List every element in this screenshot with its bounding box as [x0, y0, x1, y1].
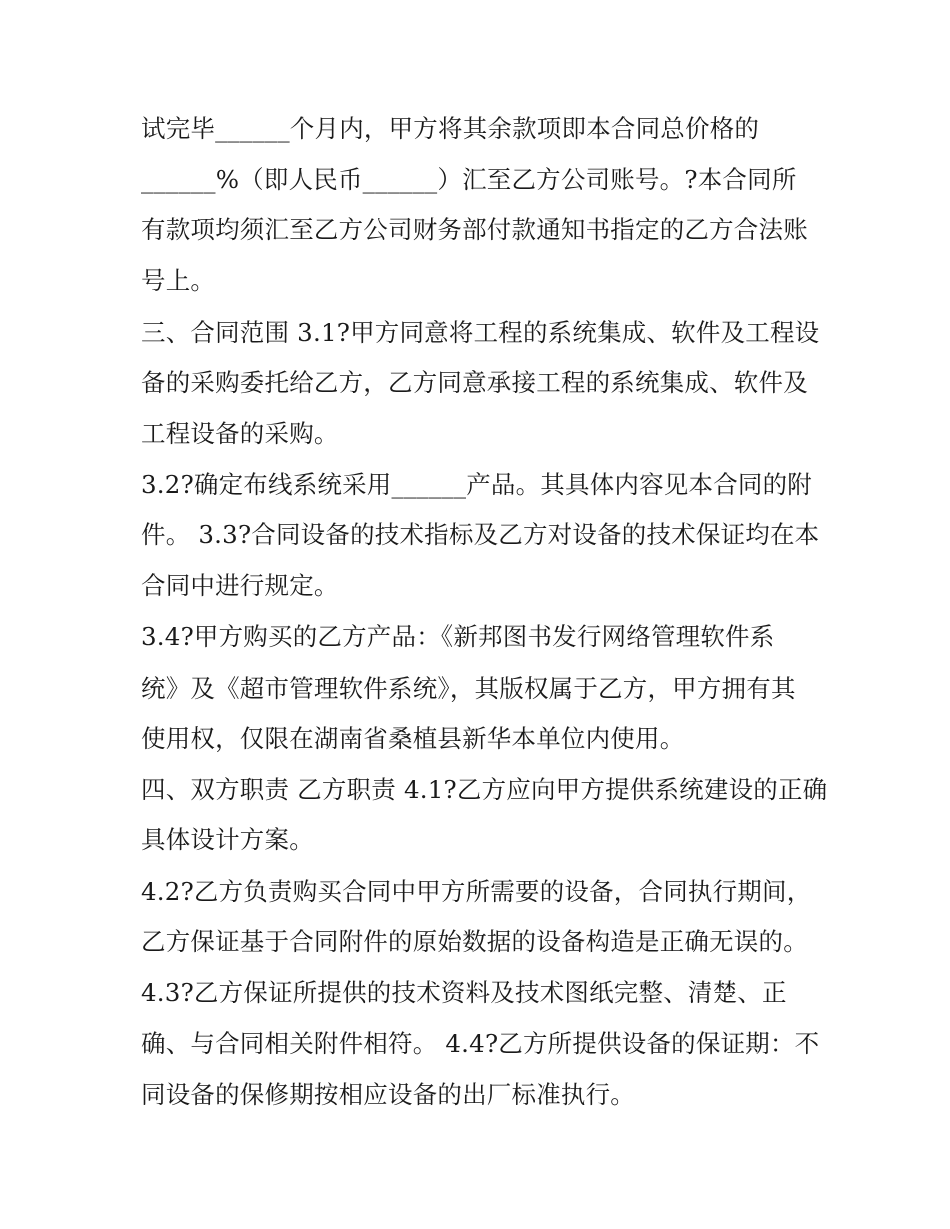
text-line: 3.2?确定布线系统采用______产品。其具体内容见本合同的附 [141, 470, 812, 499]
text-line: 号上。 [141, 266, 216, 295]
text-line: 四、双方职责 乙方职责 4.1?乙方应向甲方提供系统建设的正确 [141, 775, 828, 804]
text-line: 工程设备的采购。 [141, 419, 339, 448]
text-line: 三、合同范围 3.1?甲方同意将工程的系统集成、软件及工程设 [141, 318, 820, 347]
text-line: ______%（即人民币______）汇至乙方公司账号。?本合同所 [141, 165, 797, 194]
text-line: 合同中进行规定。 [141, 571, 339, 600]
text-line: 乙方保证基于合同附件的原始数据的设备构造是正确无误的。 [141, 927, 808, 956]
text-line: 具体设计方案。 [141, 825, 314, 854]
text-line: 确、与合同相关附件相符。 4.4?乙方所提供设备的保证期：不 [141, 1029, 820, 1058]
text-line: 使用权，仅限在湖南省桑植县新华本单位内使用。 [141, 724, 685, 753]
text-line: 同设备的保修期按相应设备的出厂标准执行。 [141, 1080, 635, 1109]
text-line: 有款项均须汇至乙方公司财务部付款通知书指定的乙方合法账 [141, 215, 808, 244]
text-line: 备的采购委托给乙方，乙方同意承接工程的系统集成、软件及 [141, 368, 808, 397]
text-line: 4.3?乙方保证所提供的技术资料及技术图纸完整、清楚、正 [141, 978, 787, 1007]
text-line: 件。 3.3?合同设备的技术指标及乙方对设备的技术保证均在本 [141, 520, 820, 549]
text-line: 试完毕______个月内，甲方将其余款项即本合同总价格的 [141, 114, 760, 143]
text-line: 4.2?乙方负责购买合同中甲方所需要的设备，合同执行期间， [141, 877, 812, 906]
text-line: 3.4?甲方购买的乙方产品：《新邦图书发行网络管理软件系 [141, 622, 775, 651]
text-line: 统》及《超市管理软件系统》，其版权属于乙方，甲方拥有其 [141, 674, 796, 703]
